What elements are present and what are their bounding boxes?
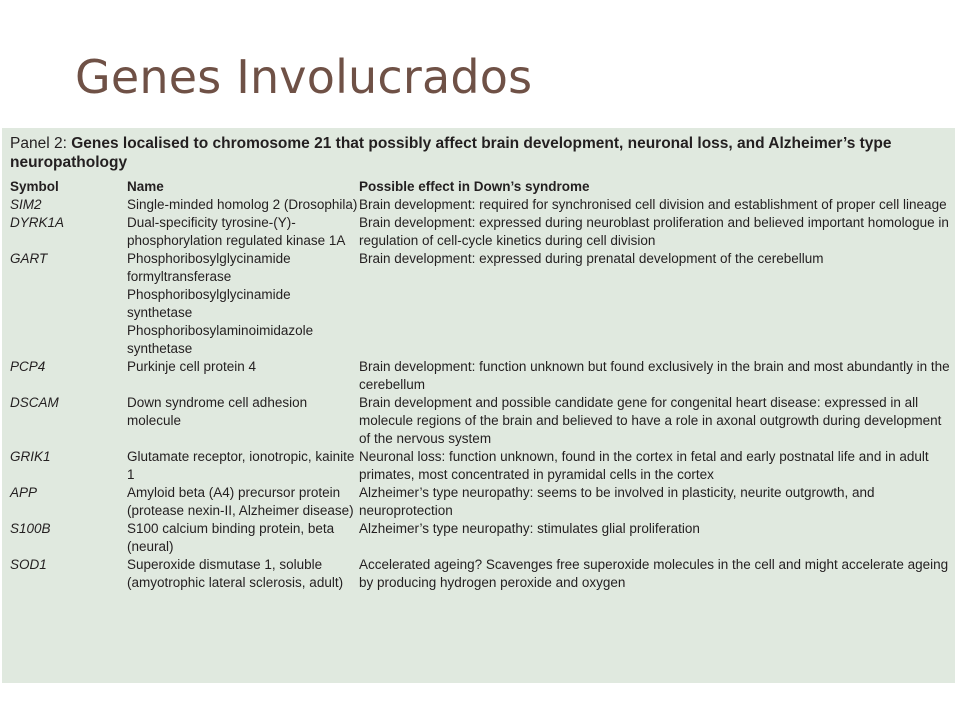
gene-symbol: PCP4 — [10, 359, 46, 374]
gene-name — [127, 394, 359, 448]
gene-effect: Brain development: required for synchronised cell division and establishment of proper cell lineage — [359, 197, 947, 212]
gene-effect: Alzheimer’s type neuropathy: seems to be involved in plasticity, neurite outgrowth, and neuroprotection — [359, 485, 875, 518]
gene-name — [127, 214, 359, 250]
table-row — [10, 484, 952, 520]
gene-symbol: DYRK1A — [10, 215, 65, 230]
gene-name-line: Down syndrome cell adhesion molecule — [127, 395, 308, 428]
gene-name-line: Dual-specificity tyrosine-(Y)-phosphorylation regulated kinase 1A — [127, 215, 346, 248]
gene-name-line: Superoxide dismutase 1, soluble (amyotrophic lateral sclerosis, adult) — [127, 557, 344, 590]
gene-effect: Neuronal loss: function unknown, found in the cortex in fetal and early postnatal life and in adult primates, most concentrated in pyramidal cells in the cortex — [359, 449, 929, 482]
gene-name-line: Purkinje cell protein 4 — [127, 359, 257, 374]
table-row — [10, 394, 952, 448]
gene-effect: Accelerated ageing? Scavenges free superoxide molecules in the cell and might accelerate ageing by producing hydrogen peroxide and oxygen — [359, 557, 949, 590]
gene-panel — [2, 128, 955, 683]
panel-heading — [10, 134, 910, 172]
gene-effect: Alzheimer’s type neuropathy: stimulates glial proliferation — [359, 521, 700, 536]
gene-name-line: Single-minded homolog 2 (Drosophila) — [127, 197, 358, 212]
table-row — [10, 214, 952, 250]
gene-symbol: SIM2 — [10, 197, 42, 212]
gene-name — [127, 196, 359, 214]
column-header-effect: Possible effect in Down’s syndrome — [359, 179, 590, 194]
gene-effect: Brain development: expressed during neuroblast proliferation and believed important homologue in regulation of cell-cycle kinetics during cell division — [359, 215, 949, 248]
panel-heading-text: Genes localised to chromosome 21 that possibly affect brain development, neuronal loss, and Alzheimer’s type neuropathology — [10, 135, 892, 171]
gene-name-line: Phosphoribosylglycinamide formyltransferase — [127, 251, 291, 284]
gene-effect: Brain development: expressed during prenatal development of the cerebellum — [359, 251, 824, 266]
gene-name — [127, 448, 359, 484]
column-header-symbol: Symbol — [10, 179, 59, 194]
gene-symbol: GRIK1 — [10, 449, 51, 464]
gene-name-line: Glutamate receptor, ionotropic, kainite 1 — [127, 449, 355, 482]
gene-name-line: Phosphoribosylglycinamide synthetase — [127, 287, 291, 320]
gene-name — [127, 358, 359, 394]
gene-symbol: DSCAM — [10, 395, 59, 410]
table-header-row — [10, 178, 952, 196]
gene-symbol: APP — [10, 485, 38, 500]
gene-symbol: GART — [10, 251, 48, 266]
gene-table — [10, 178, 952, 592]
gene-effect: Brain development: function unknown but found exclusively in the brain and most abundantly in the cerebellum — [359, 359, 950, 392]
table-row — [10, 358, 952, 394]
gene-rows — [10, 196, 952, 592]
gene-effect: Brain development and possible candidate gene for congenital heart disease: expressed in all molecule regions of the brain and believed to have a role in axonal outgrowth during development of the nervous system — [359, 395, 942, 446]
gene-name — [127, 556, 359, 592]
table-row — [10, 250, 952, 358]
table-row — [10, 196, 952, 214]
slide-title: Genes Involucrados — [75, 50, 533, 104]
table-row — [10, 556, 952, 592]
gene-name — [127, 484, 359, 520]
gene-name-line: Phosphoribosylaminoimidazole synthetase — [127, 323, 314, 356]
column-header-name: Name — [127, 179, 164, 194]
gene-name — [127, 250, 359, 358]
panel-label: Panel 2: — [10, 135, 67, 152]
gene-symbol: S100B — [10, 521, 51, 536]
table-row — [10, 448, 952, 484]
gene-symbol: SOD1 — [10, 557, 47, 572]
gene-name-line: Amyloid beta (A4) precursor protein (protease nexin-II, Alzheimer disease) — [127, 485, 354, 518]
gene-name-line: S100 calcium binding protein, beta (neural) — [127, 521, 335, 554]
table-row — [10, 520, 952, 556]
gene-name — [127, 520, 359, 556]
